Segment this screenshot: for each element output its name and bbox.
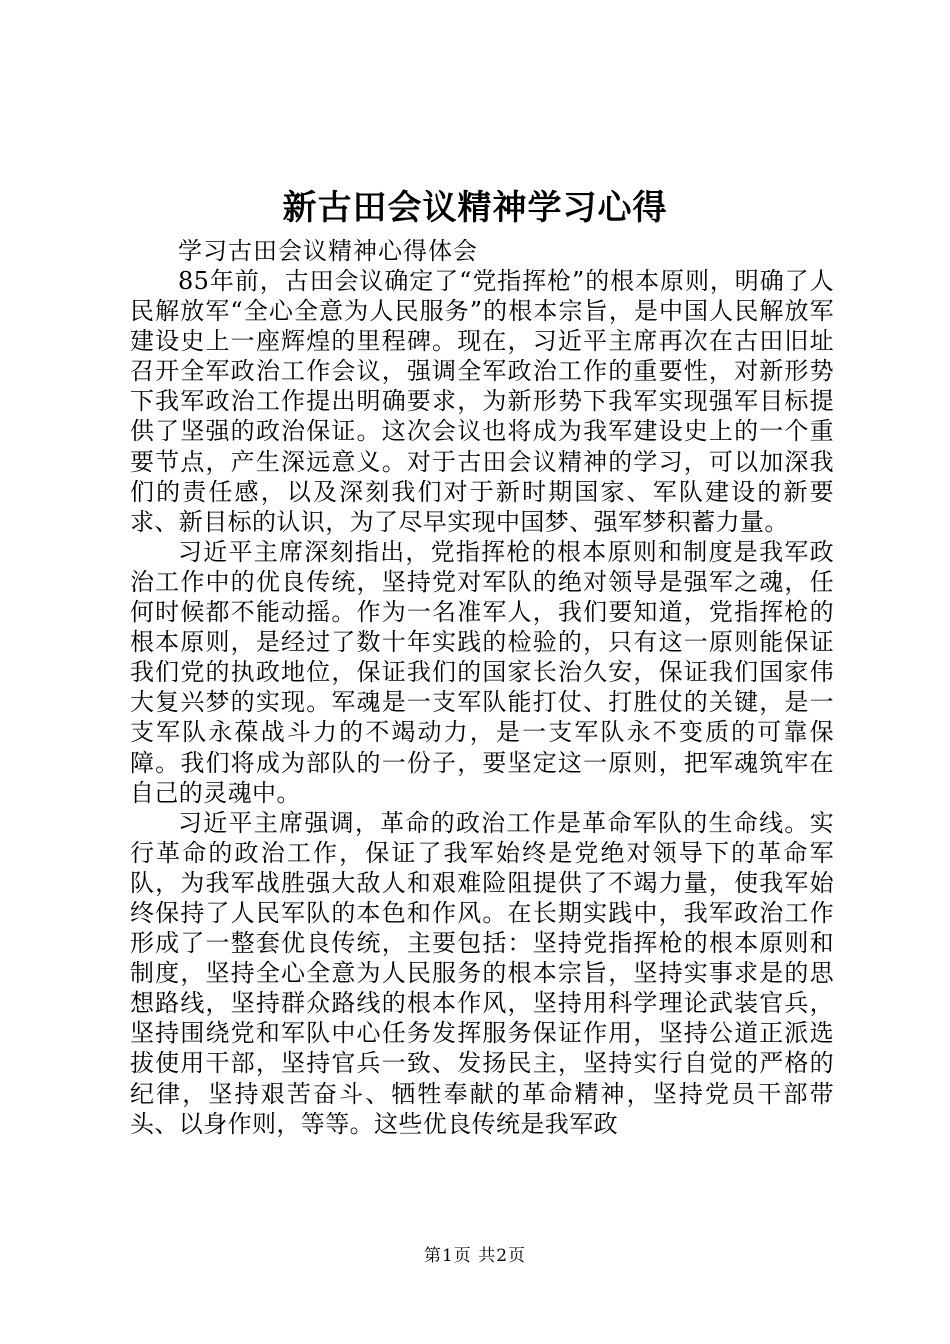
document-body	[130, 236, 834, 1139]
document-subtitle: 学习古田会议精神心得体会	[178, 237, 478, 265]
paragraph-1: 85年前，古田会议确定了“党指挥枪”的根本原则，明确了人民解放军“全心全意为人民服务”的根本宗旨，是中国人民解放军建设史上一座辉煌的里程碑。现在，习近平主席再次在古田旧址召开全军政治工作会议，强调全军政治工作的重要性，对新形势下我军政治工作提出明确要求，为新形势下我军实现强军目标提供了坚强的政治保证。这次会议也将成为我军建设史上的一个重要节点，产生深远意义。对于古田会议精神的学习，可以加深我们的责任感，以及深刻我们对于新时期国家、军队建设的新要求、新目标的认识，为了尽早实现中国梦、强军梦积蓄力量。	[130, 267, 834, 536]
paragraph-3: 习近平主席强调，革命的政治工作是革命军队的生命线。实行革命的政治工作，保证了我军始终是党绝对领导下的革命军队，为我军战胜强大敌人和艰难险阻提供了不竭力量，使我军始终保持了人民军队的本色和作风。在长期实践中，我军政治工作形成了一整套优良传统，主要包括：坚持党指挥枪的根本原则和制度，坚持全心全意为人民服务的根本宗旨，坚持实事求是的思想路线，坚持群众路线的根本作风，坚持用科学理论武装官兵，坚持围绕党和军队中心任务发挥服务保证作用，坚持公道正派选拔使用干部，坚持官兵一致、发扬民主，坚持实行自觉的严格的纪律，坚持艰苦奋斗、牺牲奉献的革命精神，坚持党员干部带头、以身作则，等等。这些优良传统是我军政	[130, 808, 834, 1138]
document-title: 新古田会议精神学习心得	[282, 188, 668, 228]
page-footer: 第1页 共2页	[423, 1246, 527, 1266]
paragraph-2: 习近平主席深刻指出，党指挥枪的根本原则和制度是我军政治工作中的优良传统，坚持党对军队的绝对领导是强军之魂，任何时候都不能动摇。作为一名准军人，我们要知道，党指挥枪的根本原则，是经过了数十年实践的检验的，只有这一原则能保证我们党的执政地位，保证我们的国家长治久安，保证我们国家伟大复兴梦的实现。军魂是一支军队能打仗、打胜仗的关键，是一支军队永葆战斗力的不竭动力，是一支军队永不变质的可靠保障。我们将成为部队的一份子，要坚定这一原则，把军魂筑牢在自己的灵魂中。	[130, 537, 834, 807]
